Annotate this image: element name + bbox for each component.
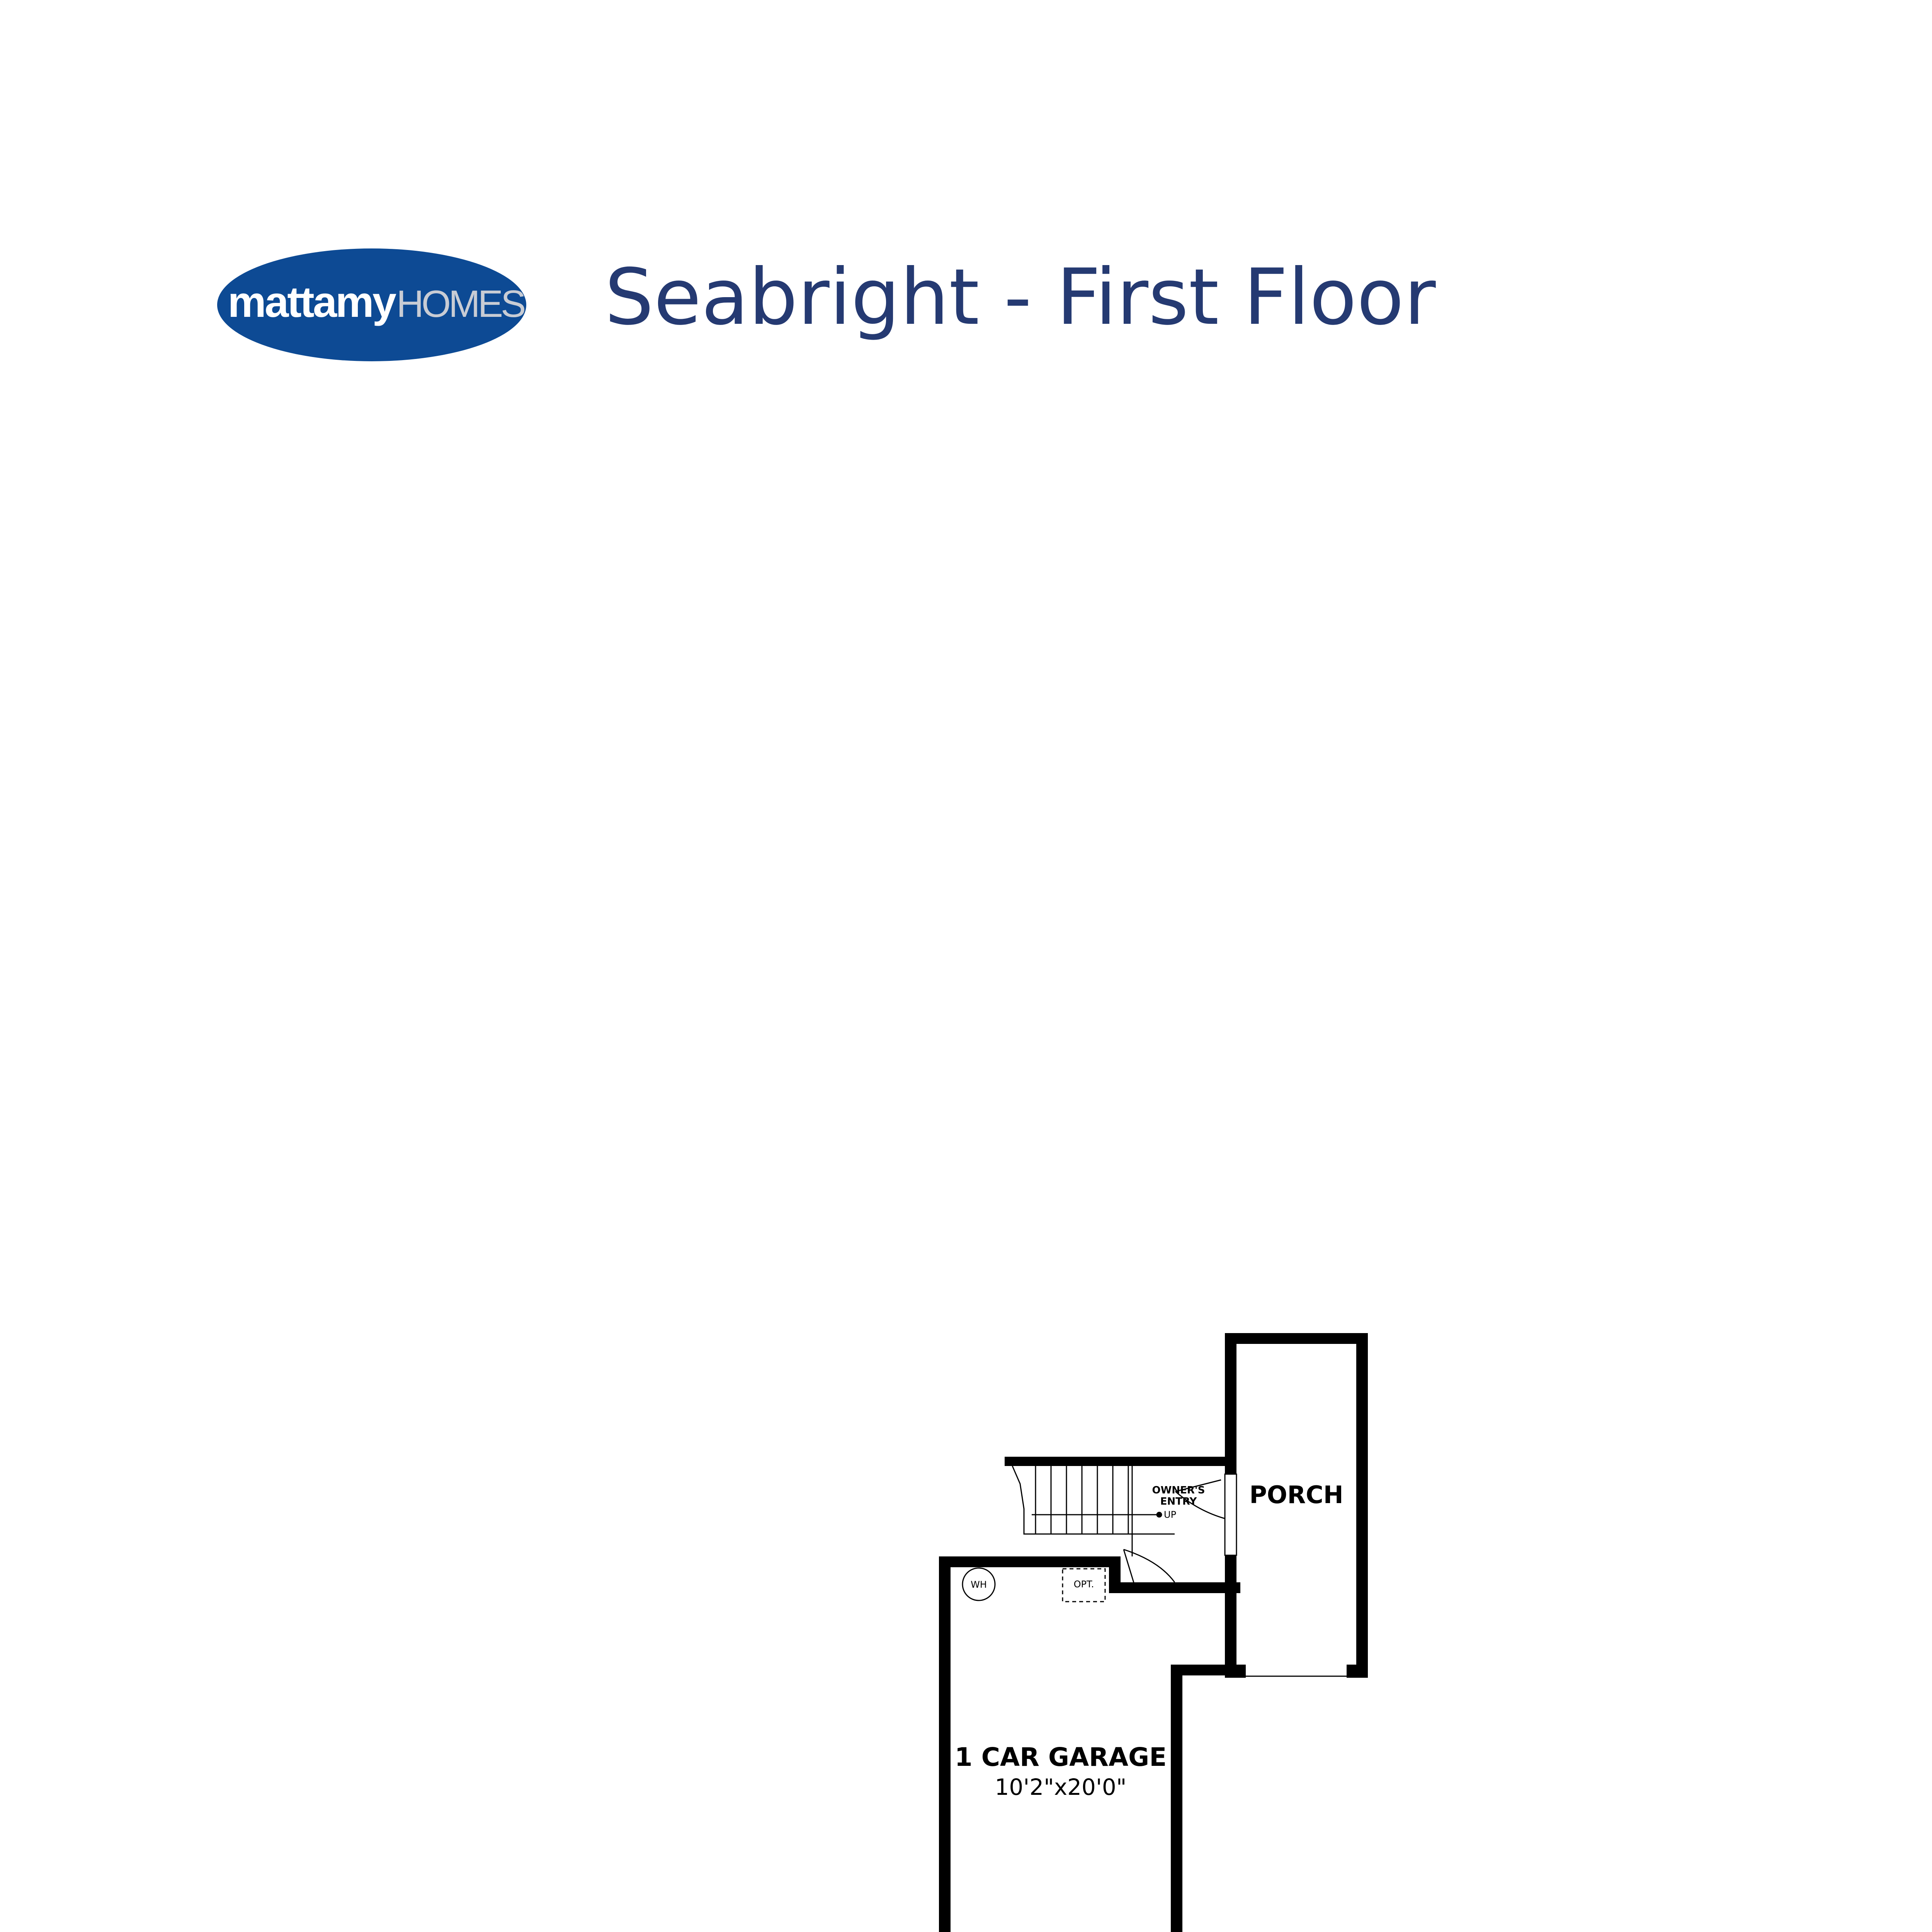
stair-up-dot <box>1157 1512 1162 1517</box>
stair-wall-top <box>1005 1457 1233 1466</box>
stair-outline <box>1012 1466 1175 1534</box>
up-label: UP <box>1164 1509 1177 1520</box>
garage-wall-right <box>1171 1665 1182 1932</box>
opt-label: OPT. <box>1073 1579 1094 1590</box>
garage-wall-top-right <box>1109 1582 1240 1593</box>
logo-text-secondary: HOMES <box>396 282 524 325</box>
water-heater-label: WH <box>971 1579 987 1590</box>
garage-wall-left <box>939 1556 951 1932</box>
exterior-walls <box>939 1333 1368 1932</box>
first-floor-plan <box>927 1333 1372 1932</box>
page-title: Seabright - First Floor <box>605 252 1436 342</box>
mattamy-homes-logo <box>216 247 527 362</box>
garage-dimensions: 10'2"x20'0" <box>995 1774 1127 1800</box>
door-swing-arc <box>1124 1549 1175 1582</box>
owners-entry-label-line2: ENTRY <box>1160 1496 1197 1507</box>
door-jamb <box>1225 1474 1236 1555</box>
logo-text-primary: mattamy <box>228 278 395 326</box>
owners-entry-label-line1: OWNER'S <box>1152 1485 1205 1496</box>
porch-label: PORCH <box>1249 1481 1344 1509</box>
staircase <box>1012 1466 1175 1556</box>
garage-wall-top-left <box>939 1556 1121 1567</box>
porch-wall-right <box>1356 1333 1368 1678</box>
porch-wall-top <box>1225 1333 1368 1344</box>
garage-name: 1 CAR GARAGE <box>954 1742 1167 1772</box>
porch-post-right <box>1347 1665 1368 1678</box>
